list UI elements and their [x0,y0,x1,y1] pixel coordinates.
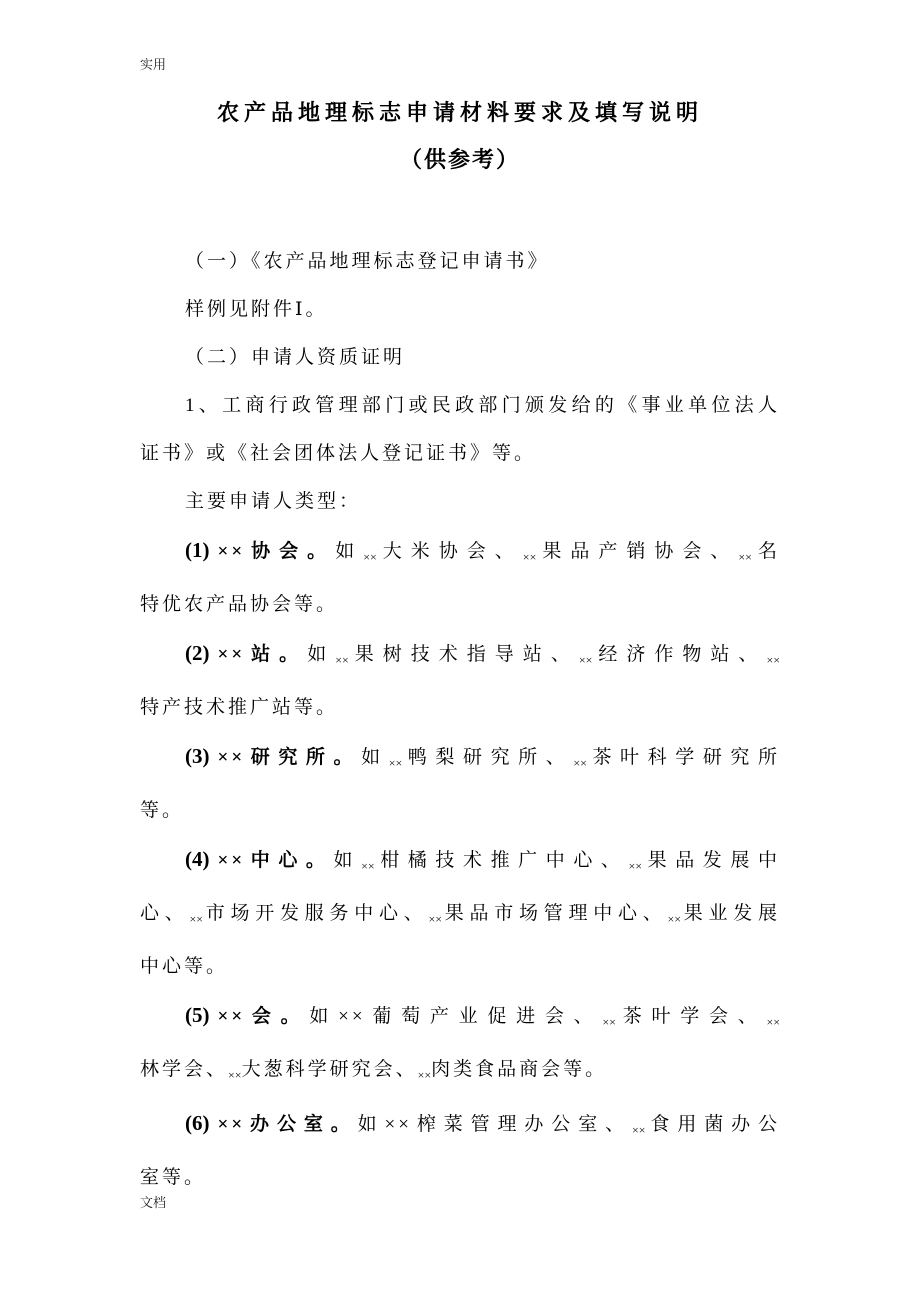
text-run: 茶叶学会、 [615,1006,767,1027]
document-body [140,238,780,1202]
text-run: 如××榨菜管理办公室、 [357,1114,632,1135]
text-run: 果业发展 [681,903,780,924]
text-run: 等。 [140,800,185,821]
document-title: 农产品地理标志申请材料要求及填写说明 [216,100,703,125]
text-line [140,581,780,629]
text-run: 鸭梨研究所、 [402,747,574,768]
paragraph-5 [140,478,780,526]
text-run: 名 [751,541,780,562]
text-run: 样例见附件Ⅰ。 [185,299,328,320]
text-line [140,286,780,334]
header-corner-label: 实用 [140,57,167,72]
text-run: 中心等。 [140,956,229,977]
item-label: ××办公室。 [217,1114,358,1135]
text-line [140,684,780,732]
item-number: (1) [185,538,210,562]
text-run: 经济作物站、 [592,644,767,665]
placeholder-mark: ×× [766,1015,780,1029]
placeholder-mark: ×× [428,912,443,926]
paragraph-7 [140,629,780,732]
text-line [140,334,780,382]
text-run: 1、工商行政管理部门或民政部门颁发给的《事业单位法人 [185,395,780,416]
placeholder-mark: ×× [228,1068,242,1082]
placeholder-mark: ×× [738,550,752,564]
text-run: 特产技术推广站等。 [140,697,339,718]
text-run: 室等。 [140,1167,207,1188]
placeholder-mark: ×× [602,1015,616,1029]
placeholder-mark: ×× [628,859,643,873]
paragraph-6 [140,526,780,629]
placeholder-mark: ×× [363,550,377,564]
text-line [140,890,780,943]
item-number: (3) [185,744,210,768]
paragraph-10 [140,991,780,1099]
text-line [140,430,780,478]
item-number: (5) [185,1003,210,1027]
paragraph-3 [140,334,780,382]
text-run: 食用菌办公 [645,1114,780,1135]
placeholder-mark: ×× [335,653,349,667]
text-line [140,732,780,787]
paragraph-1 [140,238,780,286]
text-run: 特优农产品协会等。 [140,594,339,615]
text-run: 证书》或《社会团体法人登记证书》等。 [140,443,537,464]
text-line [140,1046,780,1099]
text-line [140,629,780,684]
text-run: 如 [335,541,364,562]
placeholder-mark: ×× [522,550,537,564]
placeholder-mark: ×× [388,756,403,770]
text-run: 如××葡萄产业促进会、 [309,1006,603,1027]
item-label: ××研究所。 [217,747,362,768]
text-line [140,835,780,890]
paragraph-8 [140,732,780,835]
text-run: （二）申请人资质证明 [185,347,406,368]
paragraph-9 [140,835,780,991]
text-run: 如 [333,850,362,871]
text-run: 大米协会、 [376,541,523,562]
text-run: 茶叶科学研究所 [586,747,780,768]
placeholder-mark: ×× [667,912,682,926]
text-run: 主要申请人类型： [185,491,362,512]
item-number: (4) [185,847,210,871]
paragraph-2 [140,286,780,334]
text-run: （一）《农产品地理标志登记申请书》 [185,251,550,272]
text-line [140,382,780,430]
text-run: 大葱科学研究会、 [241,1059,418,1080]
paragraph-4 [140,382,780,478]
text-run: 果品产销协会、 [536,541,739,562]
placeholder-mark: ×× [361,859,375,873]
item-label: ××协会。 [217,541,336,562]
text-line [140,238,780,286]
footer-corner-label: 文档 [140,1195,167,1210]
text-run: 柑橘技术推广中心、 [374,850,629,871]
text-line [140,526,780,581]
text-run: 心、 [140,903,190,924]
paragraph-11 [140,1099,780,1202]
placeholder-mark: ×× [417,1068,432,1082]
placeholder-mark: ×× [189,912,204,926]
placeholder-mark: ×× [631,1123,646,1137]
text-run: 如 [361,747,389,768]
text-line [140,943,780,991]
item-number: (2) [185,641,210,665]
document-subtitle: （供参考） [399,147,520,172]
text-line [140,1099,780,1154]
text-line [140,787,780,835]
text-run: 林学会、 [140,1059,229,1080]
text-line [140,1154,780,1202]
placeholder-mark: ×× [578,653,593,667]
placeholder-mark: ×× [573,756,587,770]
item-label: ××中心。 [217,850,334,871]
item-label: ××会。 [217,1006,310,1027]
text-line [140,991,780,1046]
text-line [140,478,780,526]
text-run: 市场开发服务中心、 [203,903,429,924]
item-label: ××站。 [217,644,308,665]
text-run: 如 [307,644,336,665]
text-run: 果树技术指导站、 [348,644,579,665]
text-run: 果品发展中 [642,850,780,871]
placeholder-mark: ×× [766,653,780,667]
text-run: 果品市场管理中心、 [442,903,668,924]
text-run: 肉类食品商会等。 [431,1059,608,1080]
item-number: (6) [185,1111,210,1135]
